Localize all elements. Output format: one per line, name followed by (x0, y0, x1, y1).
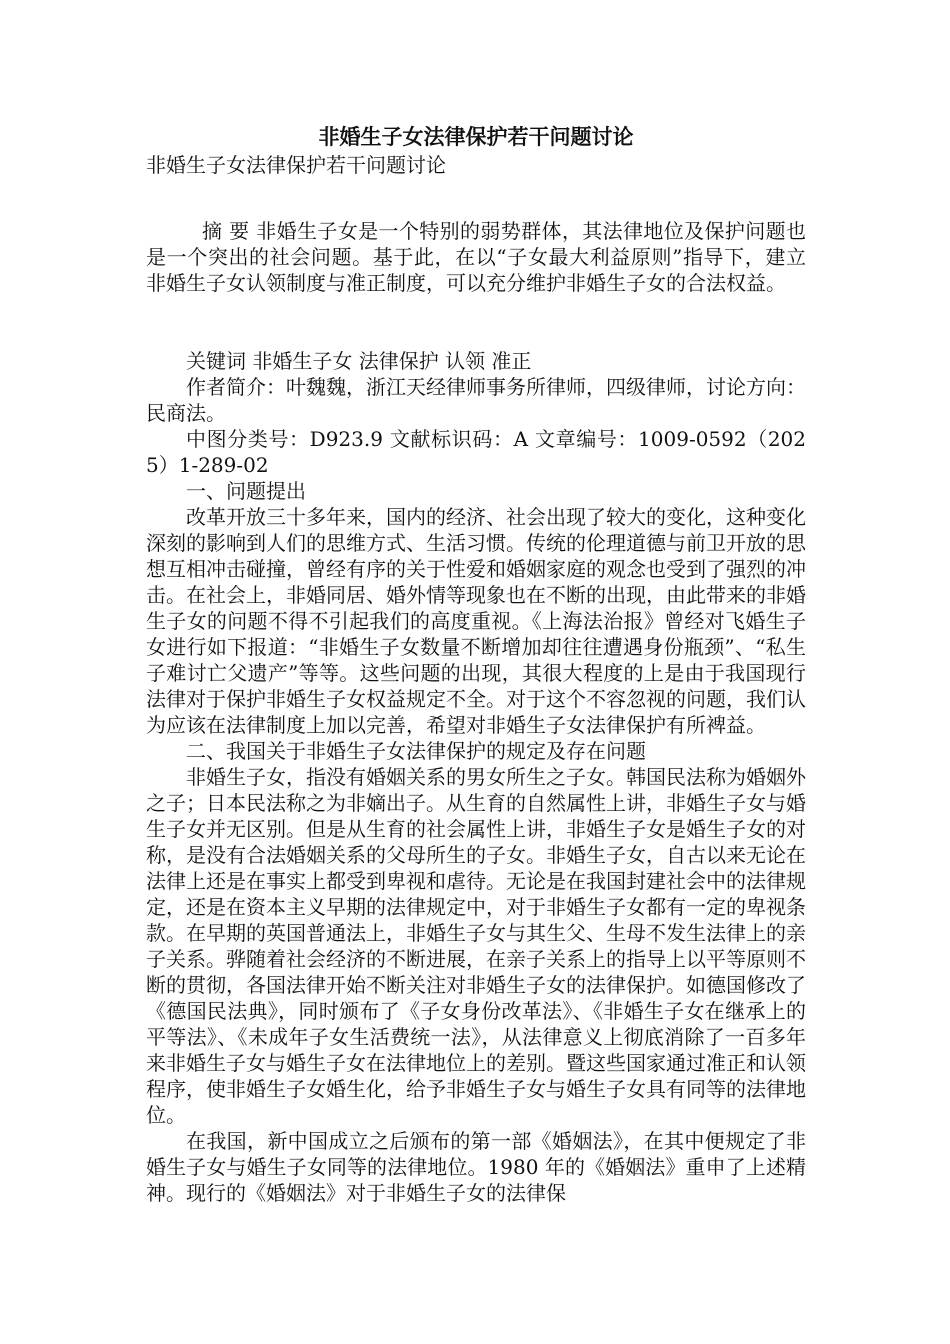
section-2-paragraph-1: 非婚生子女，指没有婚姻关系的男女所生之子女。韩国民法称为婚姻外之子；日本民法称之为非嫡出子。从生育的自然属性上讲，非婚生子女与婚生子女并无区别。但是从生育的社会属性上讲，非婚生子女是婚生子女的对称，是没有合法婚姻关系的父母所生的子女。非婚生子女，自古以来无论在法律上还是在事实上都受到卑视和虐待。无论是在我国封建社会中的法律规定，还是在资本主义早期的法律规定中，对于非婚生子女都有一定的卑视条款。在早期的英国普通法上，非婚生子女与其生父、生母不发生法律上的亲子关系。骅随着社会经济的不断进展，在亲子关系上的指导上以平等原则不断的贯彻，各国法律开始不断关注对非婚生子女的法律保护。如德国修改了《德国民法典》，同时颁布了《子女身份改革法》、《非婚生子女在继承上的平等法》、《未成年子女生活费统一法》，从法律意义上彻底消除了一百多年来非婚生子女与婚生子女在法律地位上的差别。暨这些国家通过准正和认领程序，使非婚生子女婚生化，给予非婚生子女与婚生子女具有同等的法律地位。 (146, 765, 806, 1127)
spacer (146, 178, 806, 192)
author-info: 作者简介：叶魏魏，浙江天经律师事务所律师，四级律师，讨论方向：民商法。 (146, 375, 806, 425)
section-heading-1: 一、问题提出 (186, 479, 306, 503)
section-2-paragraph-2: 在我国，新中国成立之后颁布的第一部《婚姻法》，在其中便规定了非婚生子女与婚生子女同等的法律地位。1980 年的《婚姻法》重申了上述精神。现行的《婚姻法》对于非婚生子女的法律保 (146, 1129, 806, 1205)
document-title: 非婚生子女法律保护若干问题讨论 (318, 124, 634, 149)
document-page (146, 122, 806, 1206)
document-subtitle: 非婚生子女法律保护若干问题讨论 (146, 153, 446, 177)
spacer (146, 322, 806, 348)
section-heading-2: 二、我国关于非婚生子女法律保护的规定及存在问题 (186, 739, 646, 763)
abstract: 摘 要 非婚生子女是一个特别的弱势群体，其法律地位及保护问题也是一个突出的社会问题。基于此，在以“子女最大利益原则”指导下，建立非婚生子女认领制度与准正制度，可以充分维护非婚生子女的合法权益。 (146, 219, 806, 295)
spacer (146, 192, 806, 218)
spacer (146, 296, 806, 322)
classification-info: 中图分类号：D923.9 文献标识码：A 文章编号：1009-0592（2025）1-289-02 (146, 427, 806, 477)
section-1-paragraph-1: 改革开放三十多年来，国内的经济、社会出现了较大的变化，这种变化深刻的影响到人们的思维方式、生活习惯。传统的伦理道德与前卫开放的思想互相冲击碰撞，曾经有序的关于性爱和婚姻家庭的观念也受到了强烈的冲击。在社会上，非婚同居、婚外情等现象也在不断的出现，由此带来的非婚生子女的问题不得不引起我们的高度重视。《上海法治报》曾经对飞婚生子女进行如下报道：“非婚生子女数量不断增加却往往遭遇身份瓶颈”、“私生子难讨亡父遗产”等等。这些问题的出现，其很大程度的上是由于我国现行法律对于保护非婚生子女权益规定不全。对于这个不容忽视的问题，我们认为应该在法律制度上加以完善，希望对非婚生子女法律保护有所裨益。 (146, 505, 806, 737)
keywords: 关键词 非婚生子女 法律保护 认领 准正 (186, 349, 532, 373)
